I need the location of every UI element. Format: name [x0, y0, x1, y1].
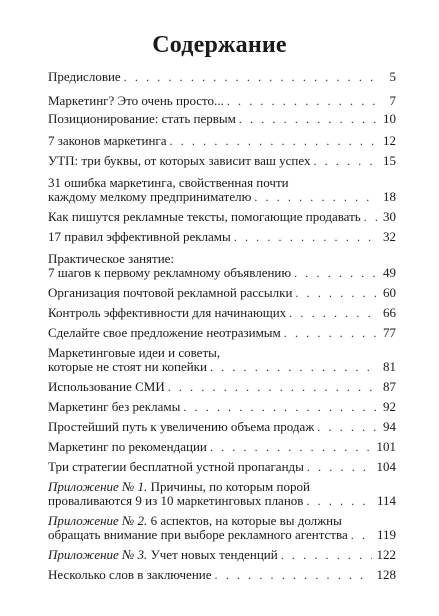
- appendix-label: Приложение № 3.: [48, 547, 148, 562]
- toc-page-number: 7: [389, 93, 396, 108]
- toc-entry-first-line-text: 6 аспектов, на которые вы должны: [150, 513, 342, 528]
- toc-entry-title: 17 правил эффективной рекламы: [48, 229, 231, 244]
- dot-leader: [281, 548, 372, 562]
- toc-page-number: 87: [383, 379, 396, 394]
- dot-leader: [317, 420, 377, 434]
- appendix-label: Приложение № 1.: [48, 479, 148, 494]
- toc-entry-title: [48, 548, 278, 562]
- dot-leader: [183, 400, 377, 414]
- dot-leader: [227, 94, 377, 108]
- toc-entry-first-line: Практическое занятие:: [48, 251, 175, 266]
- toc-entry: [48, 420, 396, 434]
- toc-page-number: 104: [376, 459, 396, 474]
- toc-page-number: 77: [383, 325, 396, 340]
- dot-leader: [364, 210, 377, 224]
- toc-entry: [48, 380, 396, 394]
- dot-leader: [168, 380, 377, 394]
- toc-entry-title: Позиционирование: стать первым: [48, 111, 236, 126]
- toc-entry: [48, 514, 396, 542]
- toc-page-number: 94: [383, 419, 396, 434]
- dot-leader: [307, 460, 372, 474]
- toc-entry-title: обращать внимание при выборе рекламного агентства: [48, 527, 348, 542]
- toc-entry-title: Как пишутся рекламные тексты, помогающие продавать: [48, 209, 361, 224]
- dot-leader: [306, 494, 372, 508]
- toc-page-number: 66: [383, 305, 396, 320]
- toc-page-number: 12: [383, 133, 396, 148]
- toc-entry-first-line-text: Причины, по которым порой: [150, 479, 310, 494]
- dot-leader: [284, 326, 377, 340]
- toc-entry-title: Предисловие: [48, 69, 121, 84]
- toc-entry-title: которые не стоят ни копейки: [48, 359, 207, 374]
- toc-entry-title: Три стратегии бесплатной устной пропаганды: [48, 459, 304, 474]
- toc-page-number: 30: [383, 209, 396, 224]
- toc-page-number: 10: [383, 111, 396, 126]
- toc-entry: [48, 154, 396, 168]
- toc-entry-first-line: Маркетинговые идеи и советы,: [48, 345, 221, 360]
- toc-page-number: 81: [383, 359, 396, 374]
- toc-page-number: 101: [376, 439, 396, 454]
- toc-entry-title: Маркетинг? Это очень просто...: [48, 93, 224, 108]
- toc-entry-title: Использование СМИ: [48, 379, 165, 394]
- dot-leader: [210, 360, 377, 374]
- toc-entry-title: Маркетинг без рекламы: [48, 399, 181, 414]
- dot-leader: [234, 230, 377, 244]
- toc-page-number: 128: [376, 567, 396, 582]
- toc-entry: [48, 70, 396, 84]
- dot-leader: [313, 154, 377, 168]
- toc-entry-title: каждому мелкому предпринимателю: [48, 189, 252, 204]
- toc-entry: [48, 548, 396, 562]
- toc-page-number: 114: [376, 493, 396, 508]
- toc-entry: [48, 326, 396, 340]
- toc-page-number: 5: [389, 69, 396, 84]
- toc-entry: [48, 568, 396, 582]
- toc-page-number: 122: [376, 547, 396, 562]
- toc-entry-title: Контроль эффективности для начинающих: [48, 305, 287, 320]
- toc-entry: [48, 210, 396, 224]
- toc-page-number: 119: [376, 527, 396, 542]
- dot-leader: [294, 266, 377, 280]
- toc-entry-title: Организация почтовой рекламной рассылки: [48, 285, 293, 300]
- toc-entry: [48, 134, 396, 148]
- toc-entry-title: УТП: три буквы, от которых зависит ваш успех: [48, 153, 311, 168]
- toc-entry-title: Маркетинг по рекомендации: [48, 439, 207, 454]
- dot-leader: [239, 112, 377, 126]
- toc-entry-first-line: [48, 514, 396, 528]
- toc-entry: [48, 306, 396, 320]
- toc-entry: [48, 480, 396, 508]
- toc-page-number: 32: [383, 229, 396, 244]
- dot-leader: [124, 70, 377, 84]
- toc-entry-first-line: [48, 480, 396, 494]
- toc-entry-title: Сделайте свое предложение неотразимым: [48, 325, 281, 340]
- dot-leader: [295, 286, 377, 300]
- toc-entry-title: Несколько слов в заключение: [48, 567, 212, 582]
- toc-entry: [48, 400, 396, 414]
- toc-page-number: 49: [383, 265, 396, 280]
- toc-entry: [48, 252, 396, 280]
- toc-page-number: 18: [383, 189, 396, 204]
- dot-leader: [289, 306, 377, 320]
- toc-entry-title: 7 законов маркетинга: [48, 133, 167, 148]
- toc-entry: [48, 176, 396, 204]
- dot-leader: [170, 134, 377, 148]
- toc-page-number: 60: [383, 285, 396, 300]
- toc-entry: [48, 230, 396, 244]
- toc-entry-title-text: Учет новых тенденций: [150, 547, 278, 562]
- toc-entry: [48, 286, 396, 300]
- toc-entry: [48, 440, 396, 454]
- toc-entry: [48, 460, 396, 474]
- toc-page-number: 15: [383, 153, 396, 168]
- dot-leader: [351, 528, 372, 542]
- appendix-label: Приложение № 2.: [48, 513, 148, 528]
- toc-entry-first-line: 31 ошибка маркетинга, свойственная почти: [48, 175, 289, 190]
- toc-entry-title: проваливаются 9 из 10 маркетинговых планов: [48, 493, 304, 508]
- toc-entry: [48, 346, 396, 374]
- page-title: Содержание: [152, 32, 287, 58]
- dot-leader: [254, 190, 377, 204]
- toc-entry: [48, 112, 396, 126]
- dot-leader: [215, 568, 372, 582]
- dot-leader: [210, 440, 372, 454]
- toc-entry-title: 7 шагов к первому рекламному объявлению: [48, 265, 292, 280]
- toc-entry: [48, 94, 396, 108]
- toc-page-number: 92: [383, 399, 396, 414]
- toc-entry-title: Простейший путь к увеличению объема продаж: [48, 419, 315, 434]
